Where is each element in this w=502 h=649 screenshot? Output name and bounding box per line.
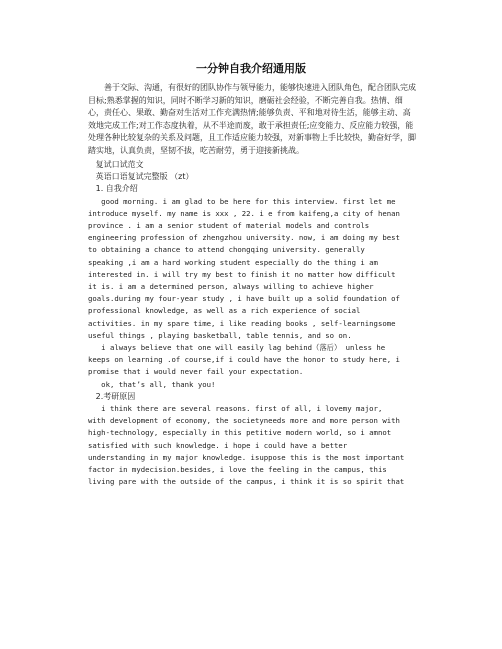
text-line: goals.during my four-year study , i have built up a solid foundation of [88,294,400,304]
document-title: 一分钟自我介绍通用版 [196,62,306,75]
text-line: living pare with the outside of the campus, i think it is so spirit that [88,477,405,487]
text-line: understanding in my major knowledge. isuppose this is the most important [88,452,405,462]
text-line: ok, that’s all, thank you! [88,379,216,389]
text-line: 2.考研原因 [88,391,136,401]
text-line: 1. 自我介绍 [88,184,138,194]
text-line: 英语口语复试完整版 （zt） [88,172,194,182]
text-line: to obtaining a chance to attend chongqing university. generally [88,245,365,255]
text-line: professional knowledge, as well as a rich experience of social [88,306,361,316]
text-line: good morning. i am glad to be here for this interview. first let me [88,196,396,206]
text-line: engineering profession of zhengzhou university. now, i am doing my best [88,233,400,243]
text-line: useful things , playing basketball, table tennis, and so on. [88,330,352,340]
text-line: promise that i would never fail your expectation. [88,367,304,377]
text-line: i always believe that one will easily lag behind（落后） unless he [88,343,386,352]
text-line: high-technology, especially in this petitive modern world, so i amnot [88,428,392,438]
intro-paragraph: 善于交际、沟通，有很好的团队协作与领导能力，能够快速进入团队角色，配合团队完成目标;熟悉掌握的知识，同时不断学习新的知识，磨砺社会经验，不断完善自我。热情、细心，责任心、果敢、勤奋对生活对工作充满热情;能够负责、平和地对待生活，能够主动、高效地完成工作;对工作态度执着，从不半途而废，敢于承担责任;应变能力、反应能力较强，能处理各种比较复杂的关系及问题，且工作适应能力较强，对新事物上手比较快，勤奋好学，脚踏实地，认真负责，坚韧不拔，吃苦耐劳，勇于迎接新挑战。 [88,83,416,155]
text-line: activities. in my spare time, i like reading books , self-learningsome [88,318,396,328]
text-line: speaking ,i am a hard working student especially do the thing i am [88,257,378,267]
text-line: province . i am a senior student of material models and controls [88,221,370,230]
text-line: 复试口试范文 [88,160,144,169]
text-line: satisfied with such knowledge. i hope i could have a better [88,440,348,450]
text-line: it is. i am a determined person, always willing to achieve higher [88,282,374,291]
text-line: with development of economy, the societyneeds more and more person with [88,416,400,426]
text-line: keeps on learning .of course,if i could have the honor to study here, i [88,355,400,365]
text-line: interested in. i will try my best to finish it no matter how difficult [88,269,396,279]
text-line: i think there are several reasons. first of all, i lovemy major, [88,404,383,413]
text-line: factor in mydecision.besides, i love the feeling in the campus, this [88,465,387,474]
text-line: introduce myself. my name is xxx , 22. i e from kaifeng,a city of henan [88,208,400,218]
